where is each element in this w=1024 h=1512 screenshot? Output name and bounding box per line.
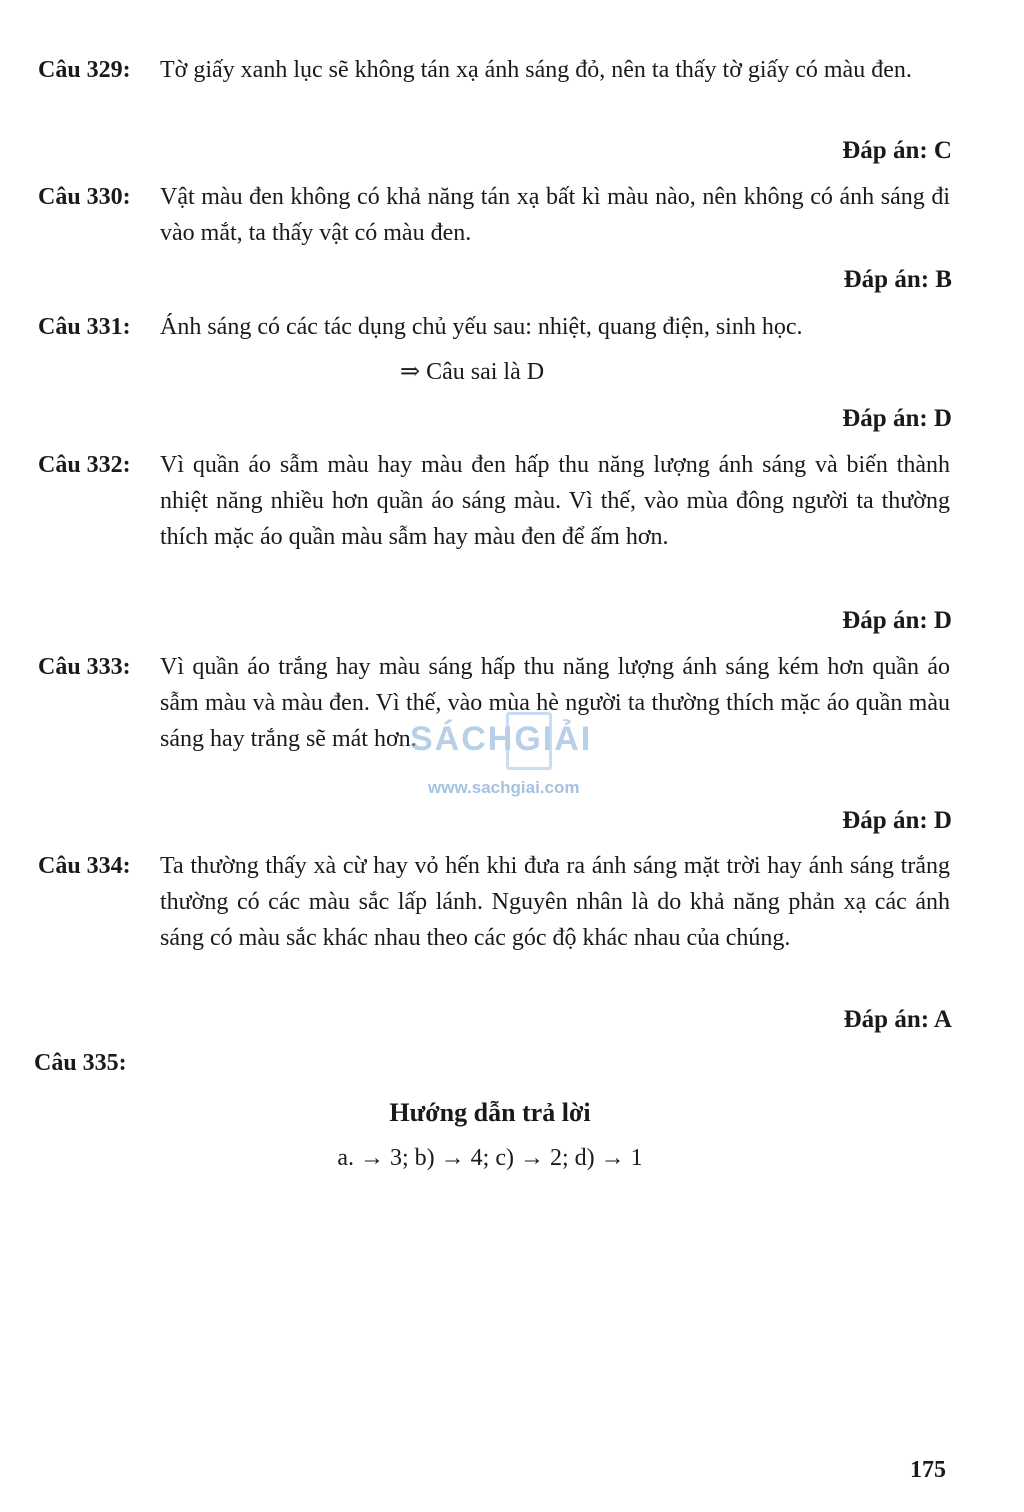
question-label: Câu 330: — [38, 184, 131, 210]
answer-329: Đáp án: C — [842, 137, 952, 164]
question-text: Ánh sáng có các tác dụng chủ yếu sau: nhiệt, quang điện, sinh học. — [160, 314, 803, 340]
guide-title: Hướng dẫn trả lời — [389, 1098, 591, 1127]
question-label: Câu 329: — [38, 57, 131, 83]
question-label: Câu 331: — [38, 314, 131, 340]
question-text: Vì quần áo trắng hay màu sáng hấp thu năng lượng ánh sáng kém hơn quần áo sẫm màu và màu đen. Vì thế, vào mùa hè người ta thường thích mặc áo quần màu sáng hay trắng sẽ mát hơn. — [160, 654, 950, 752]
answer-334: Đáp án: A — [843, 1006, 952, 1033]
watermark-brand: SÁCHGIẢI — [410, 720, 593, 758]
question-label: Câu 334: — [38, 853, 131, 879]
answer-331: Đáp án: D — [842, 405, 952, 432]
watermark-logo — [410, 712, 610, 802]
conclusion-331: ⇒ Câu sai là D — [400, 359, 545, 385]
question-label: Câu 332: — [38, 452, 131, 478]
answer-330: Đáp án: B — [843, 266, 952, 293]
guide-answer-line: a. → 3; b) → 4; c) → 2; d) → 1 — [337, 1145, 643, 1171]
question-label: Câu 333: — [38, 654, 131, 680]
page-number: 175 — [910, 1457, 946, 1483]
question-label: Câu 335: — [34, 1050, 127, 1076]
watermark-url: www.sachgiai.com — [428, 778, 580, 797]
answer-332: Đáp án: D — [842, 607, 952, 634]
question-text: Tờ giấy xanh lục sẽ không tán xạ ánh sáng đỏ, nên ta thấy tờ giấy có màu đen. — [160, 57, 912, 83]
answer-333: Đáp án: D — [842, 807, 952, 834]
question-text: Vật màu đen không có khả năng tán xạ bất kì màu nào, nên không có ánh sáng đi vào mắt, ta thấy vật có màu đen. — [160, 184, 950, 246]
question-text: Vì quần áo sẫm màu hay màu đen hấp thu năng lượng ánh sáng và biến thành nhiệt năng nhiều hơn quần áo sáng màu. Vì thế, vào mùa đông người ta thường thích mặc áo quần màu sẫm hay màu đen để ấm hơn. — [160, 452, 950, 550]
question-text: Ta thường thấy xà cừ hay vỏ hến khi đưa ra ánh sáng mặt trời hay ánh sáng trắng thường có các màu sắc lấp lánh. Nguyên nhân là do khả năng phản xạ các ánh sáng có màu sắc khác nhau theo các góc độ khác nhau của chúng. — [160, 853, 950, 951]
